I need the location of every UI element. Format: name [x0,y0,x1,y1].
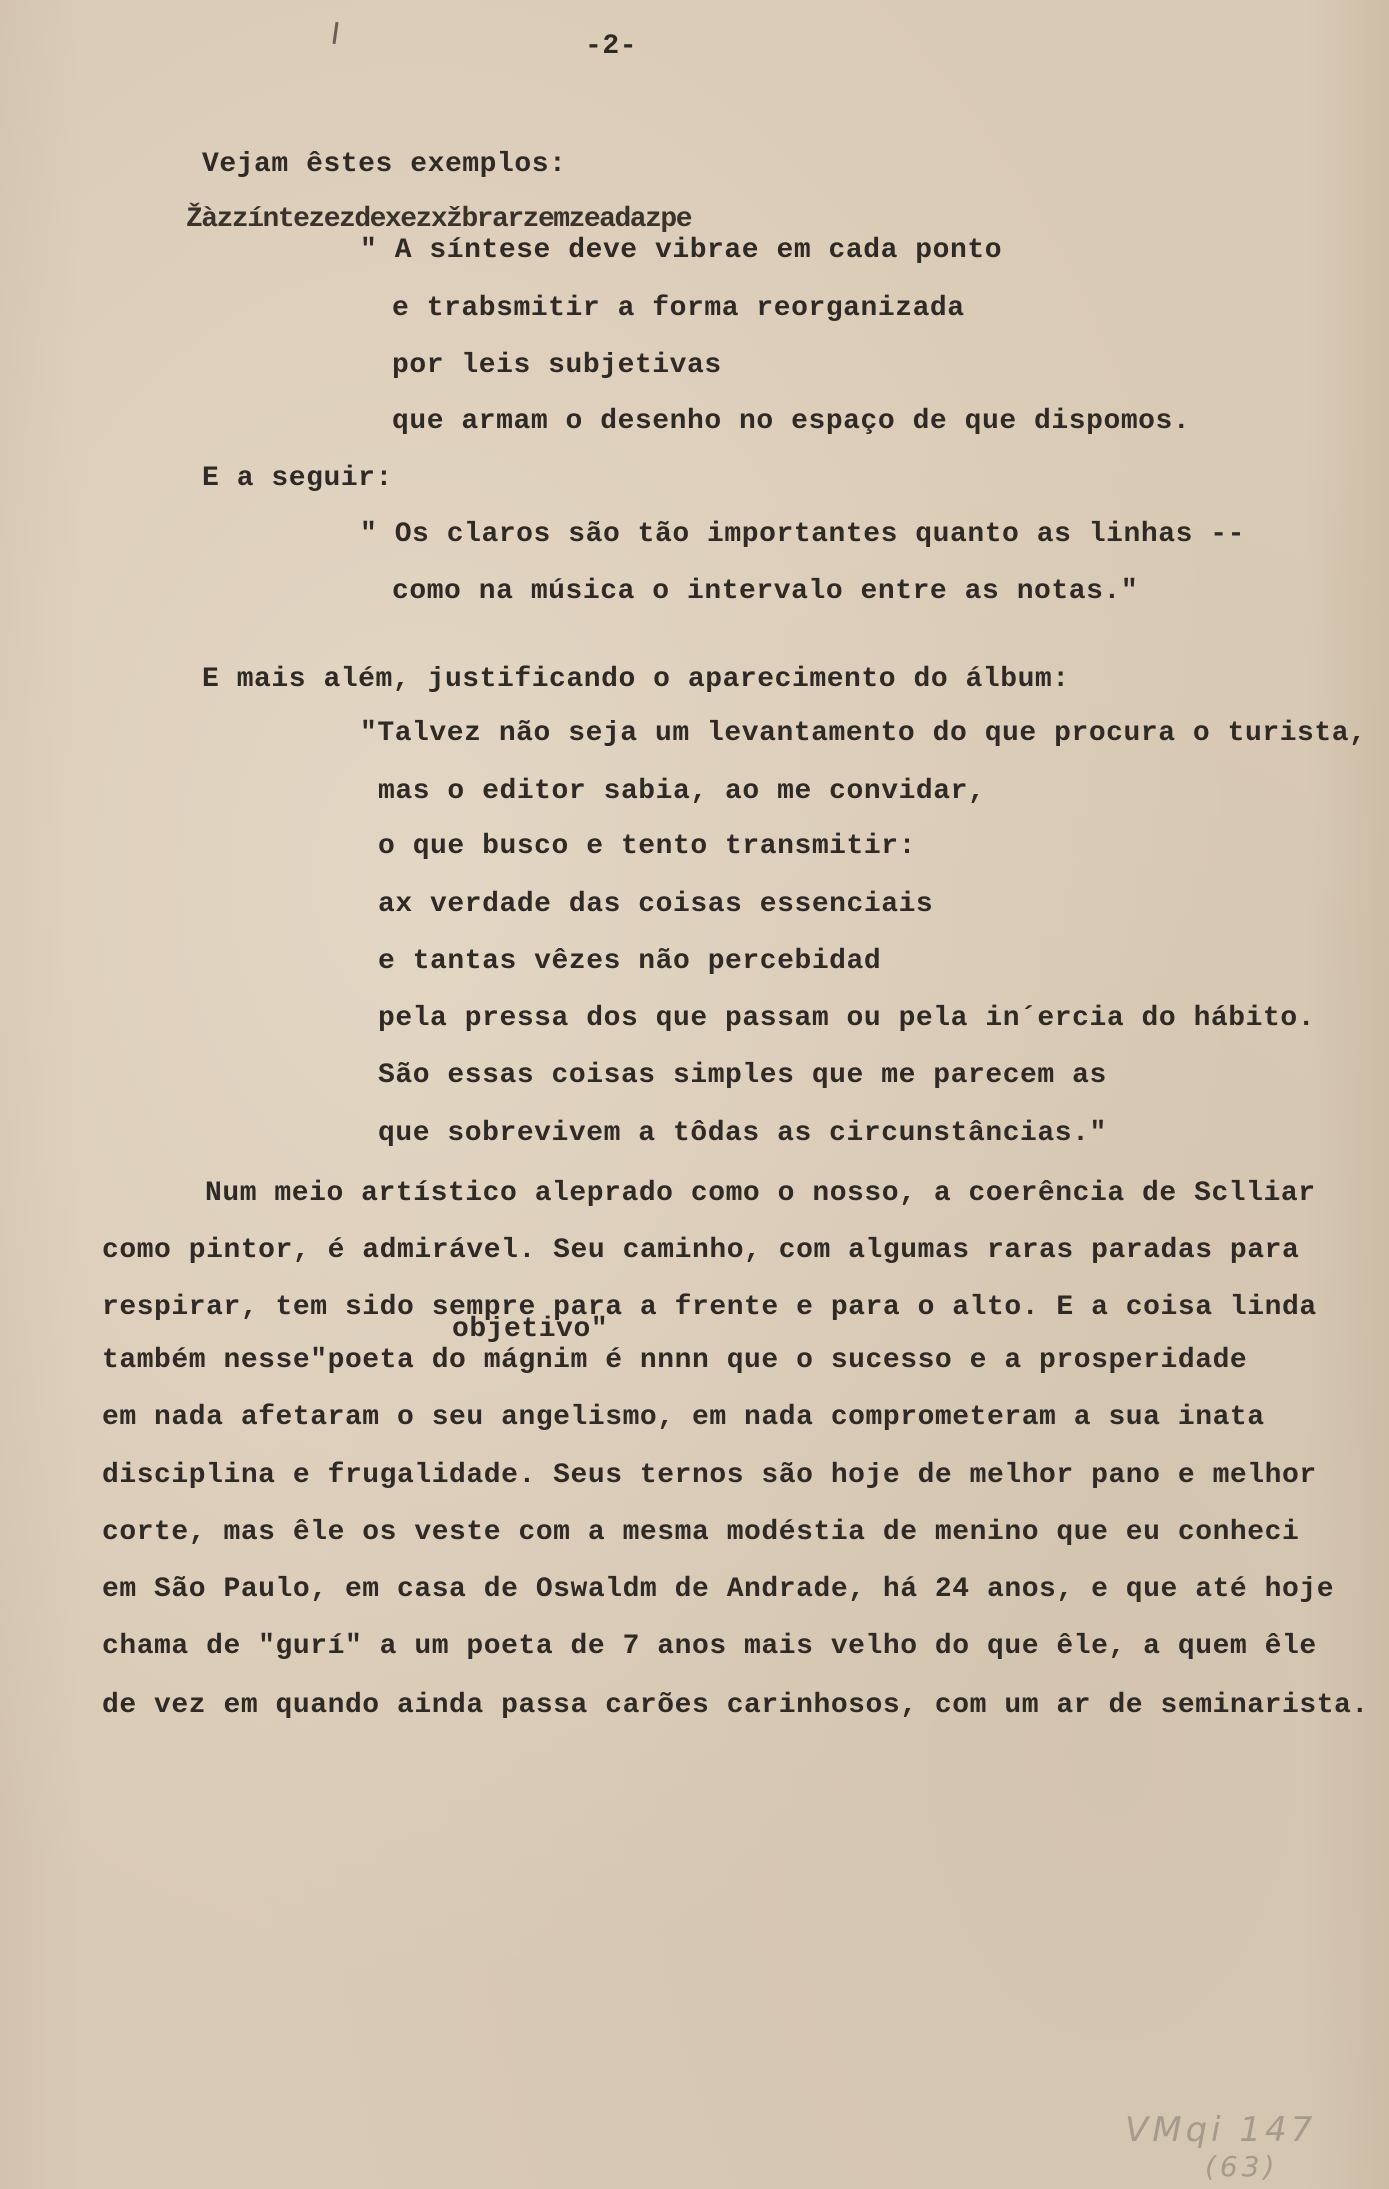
quote3-line: mas o editor sabia, ao me convidar, [378,776,986,807]
paragraph-line: também nesse"poeta do mágnim é nnnn que o sucesso e a prosperidade [102,1345,1248,1376]
paragraph-line: corte, mas êle os veste com a mesma modéstia de menino que eu conheci [102,1517,1300,1548]
paragraph-line: Num meio artístico aleprado como o nosso, a coerência de Sclliar [205,1178,1316,1209]
quote3-line: o que busco e tento transmitir: [378,831,916,862]
quote3-line: ax verdade das coisas essenciais [378,889,934,920]
intro-line: Vejam êstes exemplos: [202,149,567,180]
quote1-line: " A síntese deve vibrae em cada ponto [360,235,1003,266]
paragraph-line: chama de "gurí" a um poeta de 7 anos mais velho do que êle, a quem êle [102,1631,1317,1662]
quote3-line: que sobrevivem a tôdas as circunstâncias." [378,1118,1107,1149]
quote3-line: e tantas vêzes não percebidad [378,946,882,977]
paragraph-line: de vez em quando ainda passa carões carinhosos, com um ar de seminarista. [102,1690,1369,1721]
quote1-line: por leis subjetivas [392,350,722,381]
quote2-line: " Os claros são tão importantes quanto as linhas -- [360,519,1245,550]
insertion-text: objetivo" [452,1314,609,1345]
paragraph-line: respirar, tem sido sempre para a frente e para o alto. E a coisa linda [102,1292,1317,1323]
paragraph-line: em nada afetaram o seu angelismo, em nada comprometeram a sua inata [102,1402,1265,1433]
pen-mark [332,22,338,44]
struck-out-line: Žàzzíntezezdexezxžbrarzemzeadazpe [186,204,691,235]
lead-line: E a seguir: [202,463,393,494]
page-number: -2- [585,31,638,62]
handwritten-archive-note: VMqi 147 [1125,2110,1317,2150]
paragraph-line: como pintor, é admirável. Seu caminho, com algumas raras paradas para [102,1235,1300,1266]
quote3-line: São essas coisas simples que me parecem as [378,1060,1107,1091]
paragraph-line: em São Paulo, em casa de Oswaldm de Andrade, há 24 anos, e que até hoje [102,1574,1335,1605]
quote1-line: que armam o desenho no espaço de que dispomos. [392,406,1191,437]
quote1-line: e trabsmitir a forma reorganizada [392,293,965,324]
quote3-line: pela pressa dos que passam ou pela in´ercia do hábito. [378,1003,1316,1034]
quote3-line: "Talvez não seja um levantamento do que procura o turista, [360,718,1367,749]
handwritten-archive-number: (63) [1205,2150,1279,2183]
paragraph-line: disciplina e frugalidade. Seus ternos são hoje de melhor pano e melhor [102,1460,1317,1491]
lead-line: E mais além, justificando o aparecimento do álbum: [202,664,1070,695]
quote2-line: como na música o intervalo entre as notas." [392,576,1139,607]
